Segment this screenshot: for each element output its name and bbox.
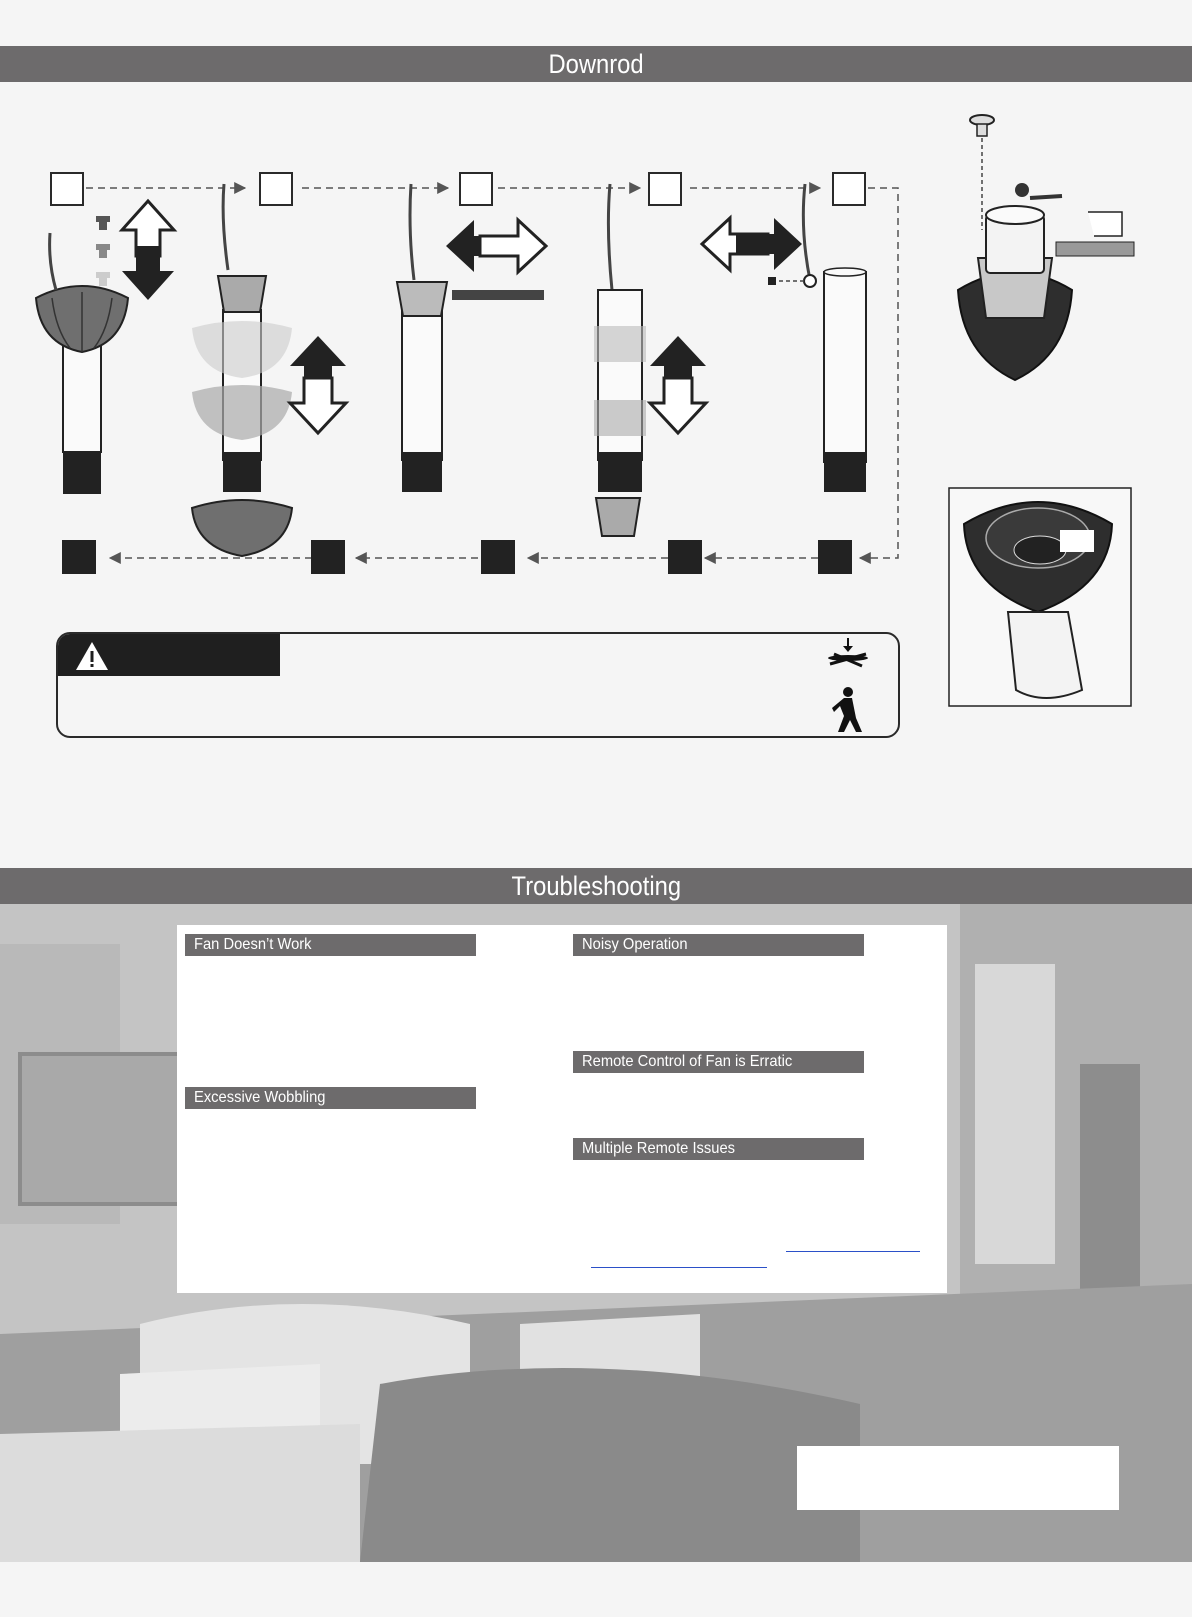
step-box-8 — [481, 540, 515, 574]
step-2-illustration — [192, 184, 346, 556]
support-link-line-2[interactable] — [591, 1267, 767, 1268]
heading-excessive-wobbling-label: Excessive Wobbling — [194, 1089, 326, 1106]
step-box-5 — [832, 172, 866, 206]
support-link-line-1[interactable] — [786, 1251, 920, 1252]
heading-noisy-operation-label: Noisy Operation — [582, 936, 688, 953]
hanger-inset-illustration — [949, 488, 1131, 706]
heading-multiple-remote-issues — [573, 1138, 864, 1160]
step-box-10 — [62, 540, 96, 574]
falling-fan-person-icon — [820, 634, 876, 738]
downrod-section-header — [0, 46, 1192, 82]
heading-noisy-operation — [573, 934, 864, 956]
downrod-assembly-diagram — [0, 85, 1192, 725]
downrod-title: Downrod — [548, 49, 644, 79]
heading-remote-erratic — [573, 1051, 864, 1073]
troubleshooting-section-header — [0, 868, 1192, 904]
heading-multiple-remote-issues-label: Multiple Remote Issues — [582, 1140, 735, 1157]
heading-remote-erratic-label: Remote Control of Fan is Erratic — [582, 1053, 793, 1070]
warning-box — [56, 632, 900, 738]
troubleshooting-panel — [177, 925, 947, 1293]
step-1-illustration — [36, 201, 174, 494]
heading-fan-doesnt-work — [185, 934, 476, 956]
step-box-4 — [648, 172, 682, 206]
hanger-assembly-illustration — [958, 115, 1134, 380]
warning-triangle-icon — [72, 638, 112, 674]
page-footer — [0, 1562, 1192, 1617]
step-box-3 — [459, 172, 493, 206]
step-4-illustration — [594, 184, 802, 536]
step-3-illustration — [397, 184, 546, 492]
step-box-9 — [311, 540, 345, 574]
heading-excessive-wobbling — [185, 1087, 476, 1109]
step-box-2 — [259, 172, 293, 206]
step-box-1 — [50, 172, 84, 206]
step-box-6 — [818, 540, 852, 574]
note-box — [797, 1446, 1119, 1510]
heading-fan-doesnt-work-label: Fan Doesn’t Work — [194, 936, 312, 953]
warning-header — [58, 634, 280, 676]
step-box-7 — [668, 540, 702, 574]
troubleshooting-title: Troubleshooting — [511, 871, 681, 901]
